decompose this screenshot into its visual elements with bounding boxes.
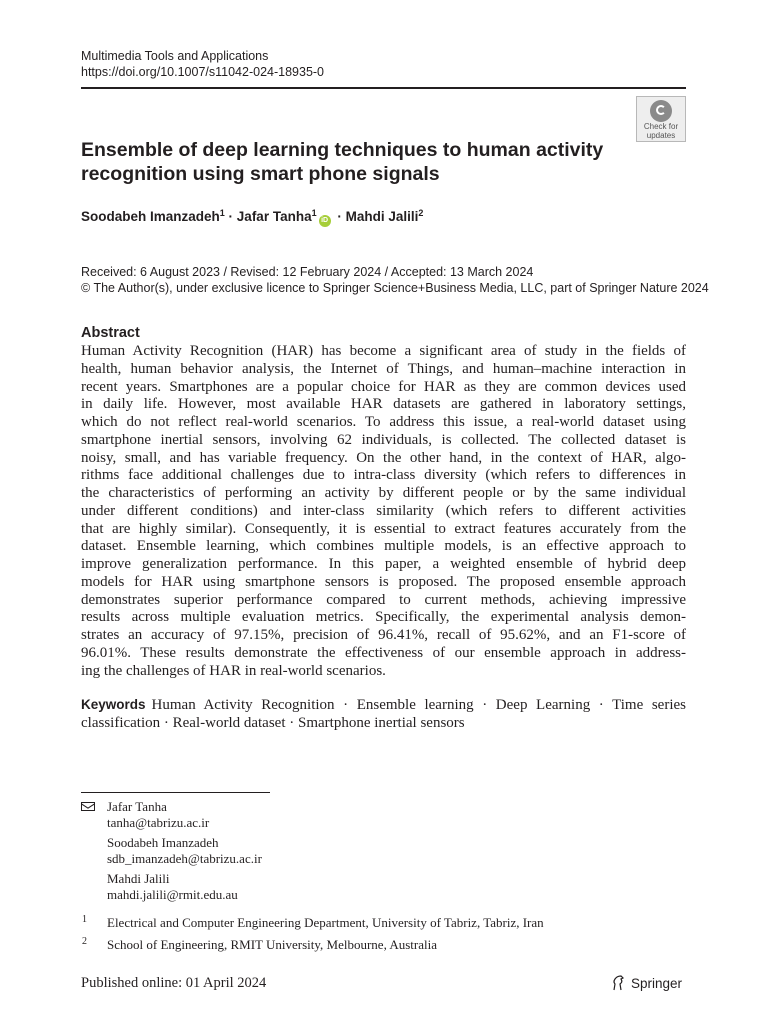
- abstract-line: in daily life. However, most available HAR datasets are gathered in laboratory settings,: [81, 396, 686, 413]
- author-name[interactable]: Mahdi Jalili: [345, 209, 419, 224]
- doi-link[interactable]: https://doi.org/10.1007/s11042-024-18935-0: [81, 65, 325, 79]
- abstract-line: results across multiple evaluation metrics. Specifically, the experimental analysis demon-: [81, 609, 686, 626]
- author-affiliation-mark: 2: [418, 208, 424, 218]
- abstract-line: dataset. Ensemble learning, which combines multiple models, is an effective approach to: [81, 538, 686, 555]
- affiliation-number: 1: [82, 914, 87, 925]
- affiliation-text: School of Engineering, RMIT University, Melbourne, Australia: [107, 937, 438, 952]
- contact-email[interactable]: tanha@tabrizu.ac.ir: [107, 815, 210, 830]
- dates-line: Received: 6 August 2023 / Revised: 12 February 2024 / Accepted: 13 March 2024: [81, 265, 534, 279]
- title-line: recognition using smart phone signals: [81, 162, 440, 185]
- author-separator: ·: [224, 209, 237, 224]
- contact-block: [107, 871, 238, 903]
- abstract-line: ing the challenges of HAR in real-world scenarios.: [81, 662, 386, 679]
- contact-block: [107, 799, 209, 831]
- abstract-line: 96.01%. These results demonstrate the effectiveness of our ensemble approach in address-: [81, 644, 686, 661]
- abstract-line: noisy, small, and has variable frequency. On the other hand, in the context of HAR, algo-: [81, 449, 686, 466]
- abstract-body: [81, 343, 686, 680]
- author-separator: ·: [333, 209, 346, 224]
- author-affiliation-mark: 1: [311, 208, 317, 218]
- keywords-heading: Keywords: [81, 697, 146, 712]
- header-rule: [81, 87, 686, 89]
- copyright-line: © The Author(s), under exclusive licence to Springer Science+Business Media, LLC, part of Springer Nature 2024: [81, 281, 709, 295]
- abstract-line: recent years. Smartphones are a popular choice for HAR as they are common devices used: [81, 378, 686, 395]
- affiliation-number: 2: [82, 936, 87, 947]
- update-icon: [650, 100, 672, 122]
- envelope-icon: [81, 802, 95, 811]
- abstract-line: improve generalization performance. In this paper, a weighted ensemble of hybrid deep: [81, 556, 686, 572]
- abstract-line: smartphone inertial sensors, involving 62 individuals, is collected. The collected dataset is: [81, 431, 686, 448]
- keywords-block: [81, 696, 686, 732]
- abstract-line: the characteristics of performing an activity by different people or by the same individual: [81, 485, 686, 501]
- author-name[interactable]: Jafar Tanha: [236, 209, 312, 224]
- contact-email[interactable]: sdb_imanzadeh@tabrizu.ac.ir: [107, 851, 262, 866]
- title-line: Ensemble of deep learning techniques to human activity: [81, 139, 604, 161]
- affiliation-text: Electrical and Computer Engineering Department, University of Tabriz, Tabriz, Iran: [107, 915, 544, 930]
- contact-email[interactable]: mahdi.jalili@rmit.edu.au: [107, 887, 238, 902]
- abstract-line: that are highly similar). Consequently, it is essential to extract features accurately from the: [81, 520, 686, 537]
- journal-name: Multimedia Tools and Applications: [81, 49, 269, 63]
- check-for-updates-badge[interactable]: [636, 96, 686, 142]
- abstract-line: models for HAR using smartphone sensors is proposed. The proposed ensemble approach: [81, 573, 686, 590]
- publication-history: [81, 264, 709, 296]
- keywords-line: Human Activity Recognition · Ensemble learning · Deep Learning · Time series: [151, 697, 686, 713]
- badge-line-2: updates: [646, 130, 676, 140]
- abstract-line: which do not reflect real-world scenarios. To address this issue, a real-world dataset using: [81, 414, 686, 430]
- keywords-line: classification · Real-world dataset · Smartphone inertial sensors: [81, 715, 465, 731]
- orcid-icon[interactable]: iD: [319, 215, 331, 227]
- author-name[interactable]: Soodabeh Imanzadeh: [81, 209, 220, 224]
- abstract-heading: Abstract: [81, 325, 140, 341]
- publisher-name: Springer: [631, 976, 683, 991]
- abstract-line: Human Activity Recognition (HAR) has become a significant area of study in the fields of: [81, 343, 686, 359]
- abstract-line: strates an accuracy of 97.15%, precision of 96.41%, recall of 95.62%, and an F1-score of: [81, 627, 686, 643]
- contact-name: Mahdi Jalili: [107, 871, 170, 886]
- author-affiliation-mark: 1: [219, 208, 225, 218]
- author-list: [81, 208, 423, 227]
- abstract-line: rithms face additional challenges due to intra-class diversity (which refers to differences in: [81, 467, 686, 484]
- abstract-line: demonstrates superior performance compared to current methods, achieving impressive: [81, 591, 686, 608]
- abstract-line: health, human behavior analysis, the Internet of Things, and human–machine interaction in: [81, 360, 686, 377]
- contact-block: [107, 835, 262, 867]
- footnote-rule: [81, 792, 270, 793]
- abstract-line: under different conditions) and inter-class similarity (which refers to different activities: [81, 502, 686, 519]
- journal-header: [81, 48, 324, 80]
- badge-line-1: Check for: [643, 122, 679, 131]
- springer-horse-icon: [611, 975, 625, 991]
- publisher-logo: [611, 975, 682, 991]
- contact-name: Jafar Tanha: [107, 799, 167, 814]
- contact-name: Soodabeh Imanzadeh: [107, 835, 219, 850]
- paper-title: [81, 139, 626, 186]
- published-online: Published online: 01 April 2024: [81, 975, 267, 991]
